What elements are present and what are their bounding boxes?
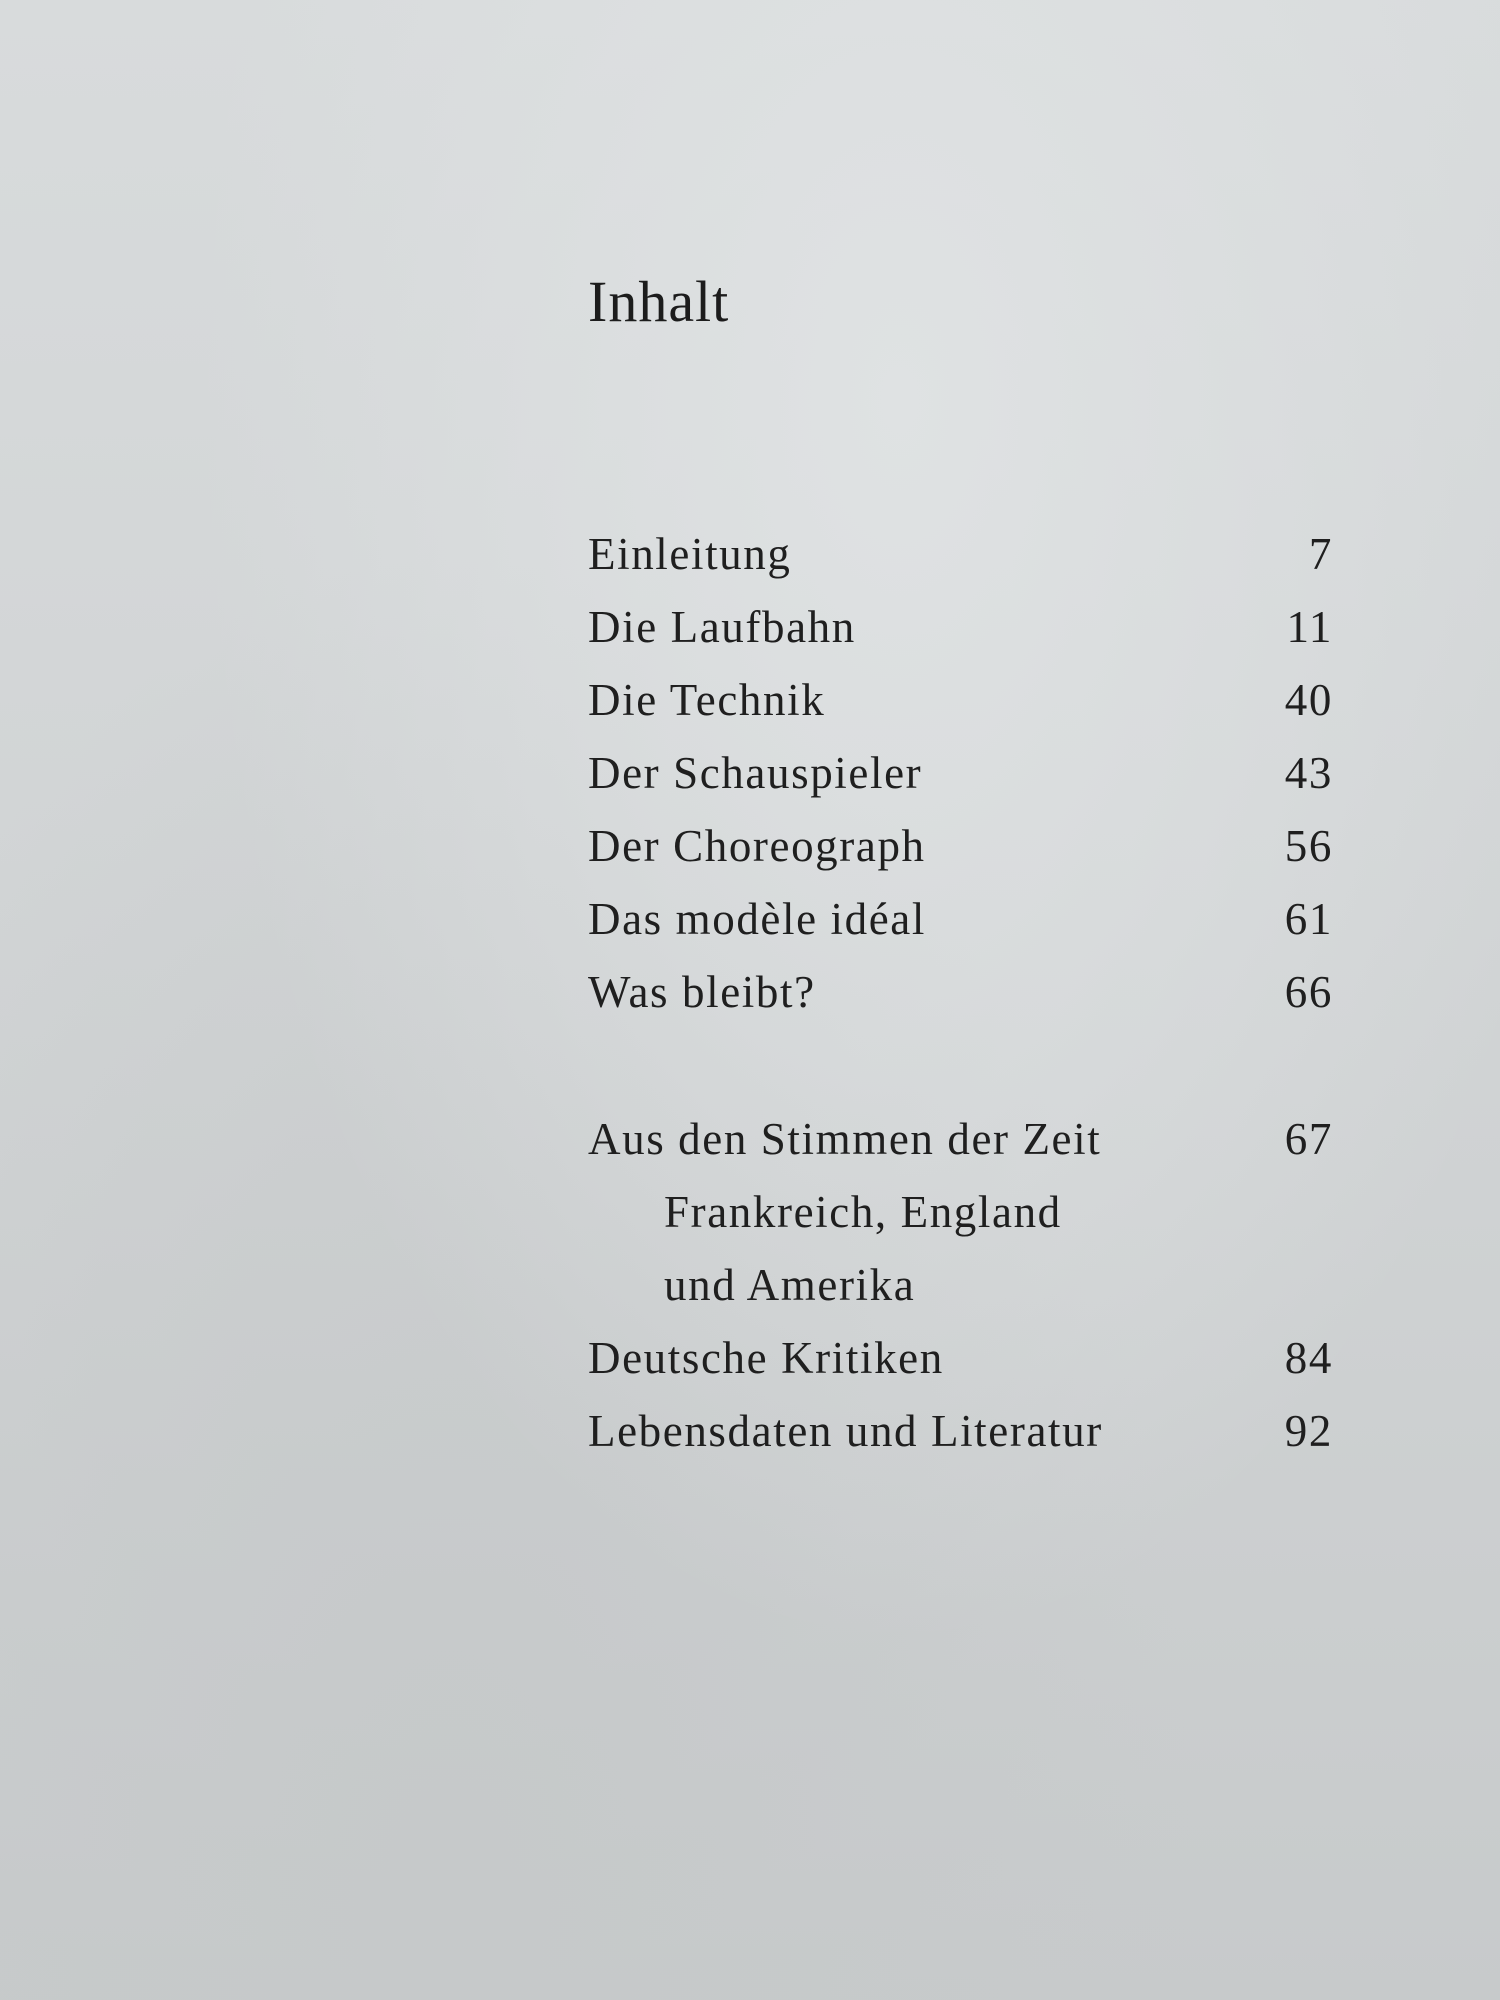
toc-entry-label: Das modèle idéal [588, 894, 926, 944]
toc-entry-technik [588, 674, 1333, 747]
toc-entry-deutsche-kritiken [588, 1332, 1333, 1405]
table-of-contents [588, 528, 1333, 1478]
toc-section-main [588, 528, 1333, 1039]
toc-entry-was-bleibt [588, 966, 1333, 1039]
toc-entry-modele-ideal [588, 893, 1333, 966]
toc-entry-choreograph [588, 820, 1333, 893]
toc-subentry-line-2: und Amerika [664, 1260, 916, 1310]
toc-entry-stimmen-der-zeit [588, 1113, 1333, 1186]
toc-entry-page: 61 [1284, 894, 1333, 944]
toc-entry-label: Der Schauspieler [588, 748, 923, 798]
toc-entry-page: 40 [1284, 675, 1333, 725]
toc-entry-page: 11 [1286, 602, 1333, 652]
toc-entry-label: Der Choreograph [588, 821, 926, 871]
toc-entry-einleitung [588, 528, 1333, 601]
toc-entry-label: Was bleibt? [588, 967, 816, 1017]
toc-entry-lebensdaten [588, 1405, 1333, 1478]
toc-entry-label: Einleitung [588, 529, 792, 579]
toc-entry-label: Aus den Stimmen der Zeit [588, 1114, 1102, 1164]
toc-subentry-line-1: Frankreich, England [664, 1187, 1062, 1237]
toc-entry-page: 7 [1308, 529, 1333, 579]
toc-entry-label: Deutsche Kritiken [588, 1333, 944, 1383]
toc-entry-label: Die Laufbahn [588, 602, 856, 652]
toc-entry-page: 56 [1284, 821, 1333, 871]
toc-entry-label: Lebensdaten und Literatur [588, 1406, 1103, 1456]
toc-entry-page: 92 [1284, 1406, 1333, 1456]
page-title: Inhalt [588, 269, 730, 334]
toc-entry-page: 67 [1284, 1114, 1333, 1164]
toc-section-appendix [588, 1113, 1333, 1478]
toc-entry-page: 66 [1284, 967, 1333, 1017]
toc-entry-laufbahn [588, 601, 1333, 674]
toc-entry-label: Die Technik [588, 675, 826, 725]
toc-entry-page: 43 [1284, 748, 1333, 798]
toc-entry-page: 84 [1284, 1333, 1333, 1383]
toc-entry-schauspieler [588, 747, 1333, 820]
